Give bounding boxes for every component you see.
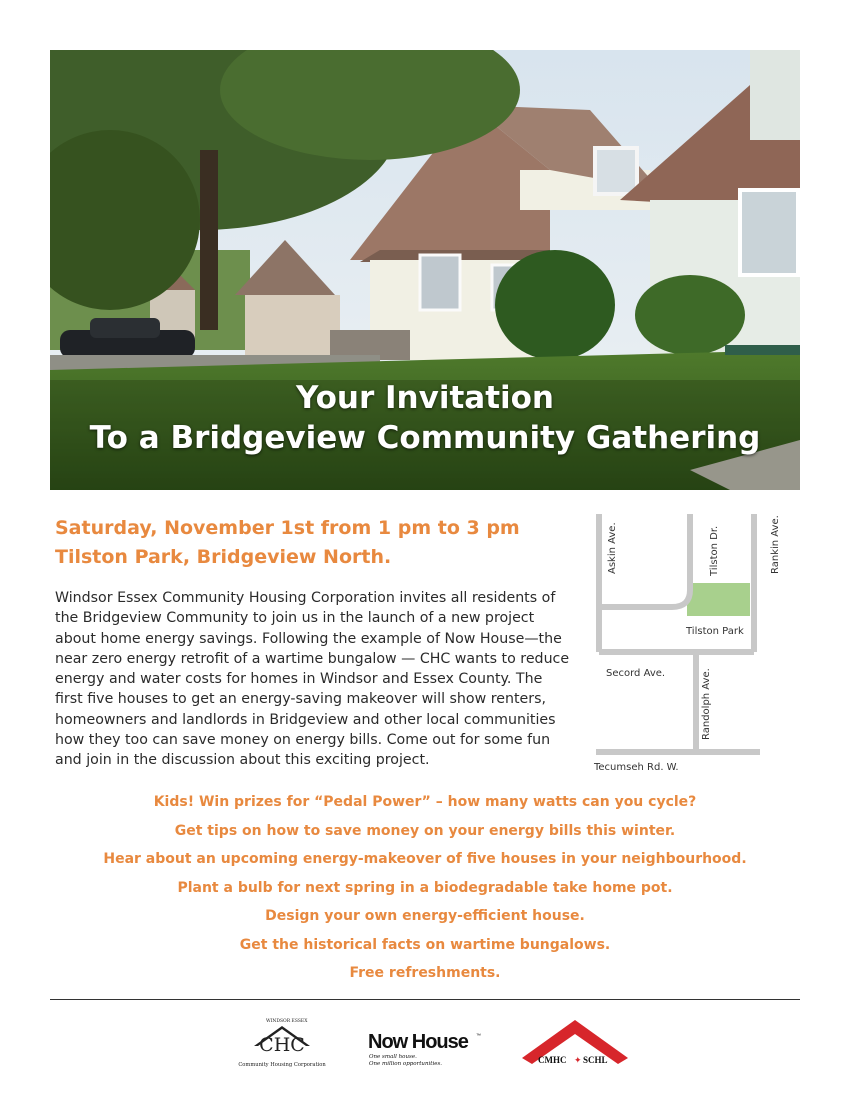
now-house-logo (368, 1028, 488, 1076)
activities-list (50, 788, 800, 988)
activity-item: Kids! Win prizes for “Pedal Power” – how many watts can you cycle? (153, 794, 697, 810)
activity-item: Get tips on how to save money on your energy bills this winter. (174, 822, 676, 839)
hero-title (50, 378, 800, 458)
activity-item: Free refreshments. (349, 965, 501, 981)
map-label-rankin: Rankin Ave. (770, 515, 781, 574)
activity-item: Get the historical facts on wartime bungalows. (239, 936, 611, 953)
event-date-time: Saturday, November 1st from 1 pm to 3 pm (55, 517, 520, 539)
svg-text:CMHC: CMHC (538, 1055, 567, 1065)
map-label-tilston-dr: Tilston Dr. (709, 525, 720, 576)
tilston-park-area (687, 583, 750, 616)
intro-paragraph: Windsor Essex Community Housing Corporation invites all residents of the Bridgeview Community to join us in the launch of a new project about home energy savings. Following the example of Now House—the near zero energy retrofit of a wartime bungalow — CHC wants to reduce energy and water costs for homes in Windsor and Essex County. The first five houses to get an energy-saving makeover will show renters, homeowners and landlords in Bridgeview and other local communities how they too can save money on energy bills. Come out for some fun and join in the discussion about this exciting project. (55, 590, 570, 769)
maple-leaf-icon: ✦ (574, 1055, 582, 1065)
activity-item: Design your own energy-efficient house. (265, 908, 585, 924)
footer-divider (50, 999, 800, 1000)
chc-logo (232, 1016, 332, 1071)
map-label-askin: Askin Ave. (607, 522, 618, 574)
svg-text:One million opportunities.: One million opportunities. (369, 1061, 443, 1067)
map-label-randolph: Randolph Ave. (701, 668, 712, 740)
svg-text:SCHL: SCHL (583, 1055, 608, 1065)
map-label-tilston-park: Tilston Park (686, 626, 744, 637)
map-label-tecumseh: Tecumseh Rd. W. (594, 762, 679, 773)
hero-title-line-1: Your Invitation (295, 380, 555, 416)
location-map (592, 512, 782, 774)
activity-item: Hear about an upcoming energy-makeover of five houses in your neighbourhood. (103, 851, 747, 867)
svg-text:Community Housing Corporation: Community Housing Corporation (238, 1062, 326, 1068)
event-location: Tilston Park, Bridgeview North. (55, 546, 392, 568)
svg-text:WINDSOR ESSEX: WINDSOR ESSEX (266, 1019, 308, 1024)
map-label-secord: Secord Ave. (606, 668, 666, 679)
event-details (55, 514, 520, 572)
hero-title-line-2: To a Bridgeview Community Gathering (89, 420, 761, 456)
cmhc-schl-logo (518, 1018, 632, 1070)
svg-text:One small house.: One small house. (369, 1054, 417, 1060)
svg-text:CHC: CHC (259, 1034, 305, 1056)
activity-item: Plant a bulb for next spring in a biodegradable take home pot. (177, 879, 673, 896)
svg-text:™: ™ (476, 1033, 481, 1039)
svg-text:Now House: Now House (368, 1031, 468, 1053)
hero-photo (50, 50, 800, 490)
